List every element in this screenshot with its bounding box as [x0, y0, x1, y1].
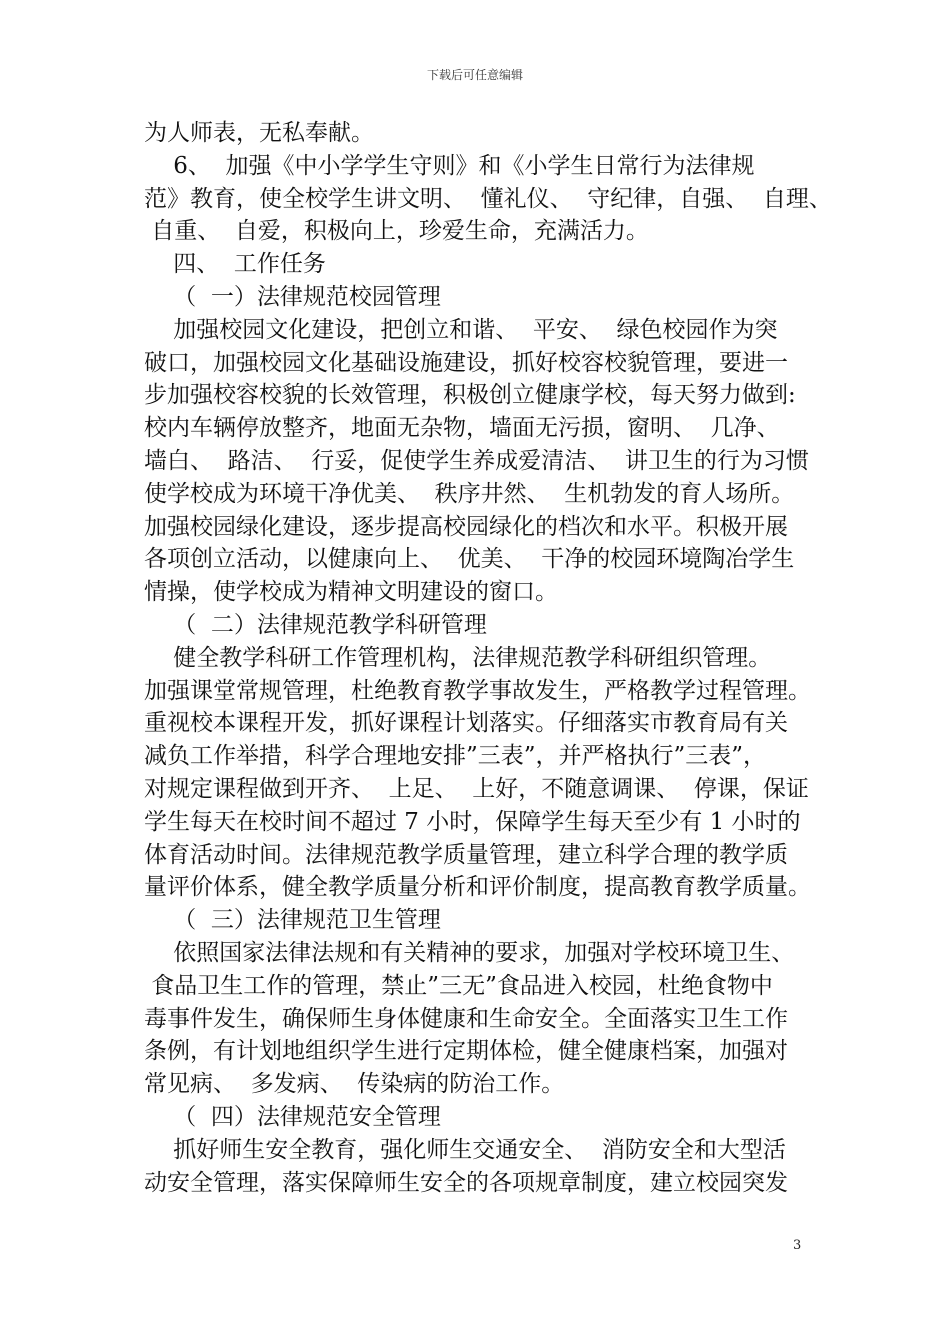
text-line: 加强课堂常规管理，杜绝教育教学事故发生，严格教学过程管理。 [144, 677, 811, 704]
text-line: 减负工作举措，科学合理地安排”三表”，并严格执行”三表”， [144, 743, 767, 770]
text-line: 健全教学科研工作管理机构，法律规范教学科研组织管理。 [144, 644, 772, 671]
text-line: 毒事件发生，确保师生身体健康和生命安全。全面落实卫生工作 [144, 1005, 788, 1032]
text-line: 6、 加强《中小学学生守则》和《小学生日常行为法律规 [144, 152, 755, 179]
text-line: 使学校成为环境干净优美、 秩序井然、 生机勃发的育人场所。 [144, 480, 795, 507]
document-body [144, 117, 832, 1199]
text-line: 破口，加强校园文化基础设施建设，抓好校容校貌管理，要进一 [144, 349, 788, 376]
page-header: 下载后可任意编辑 [426, 68, 523, 82]
text-line: （ 一）法律规范校园管理 [144, 283, 441, 310]
text-line: 为人师表，无私奉献。 [144, 120, 374, 146]
text-line: 步加强校容校貌的长效管理，积极创立健康学校，每天努力做到: [144, 382, 796, 409]
text-line: （ 三）法律规范卫生管理 [144, 907, 441, 934]
text-line: 加强校园文化建设，把创立和谐、 平安、 绿色校园作为突 [144, 316, 778, 343]
text-line: 范》教育，使全校学生讲文明、 懂礼仪、 守纪律，自强、 自理、 [144, 185, 832, 212]
text-line: 情操，使学校成为精神文明建设的窗口。 [144, 579, 558, 606]
text-line: 学生每天在校时间不超过 7 小时，保障学生每天至少有 1 小时的 [144, 808, 801, 835]
text-line: 墙白、 路洁、 行妥，促使学生养成爱清洁、 讲卫生的行为习惯 [144, 447, 809, 474]
text-line: 校内车辆停放整齐，地面无杂物，墙面无污损，窗明、 几净、 [144, 415, 780, 442]
text-line: 食品卫生工作的管理，禁止”三无”食品进入校园，杜绝食物中 [144, 972, 773, 999]
text-line: 动安全管理，落实保障师生安全的各项规章制度，建立校园突发 [144, 1169, 788, 1196]
text-line: 对规定课程做到开齐、 上足、 上好，不随意调课、 停课，保证 [144, 775, 809, 802]
text-line: （ 二）法律规范教学科研管理 [144, 611, 487, 638]
text-line: 条例，有计划地组织学生进行定期体检，健全健康档案，加强对 [144, 1038, 788, 1065]
text-line: 各项创立活动，以健康向上、 优美、 干净的校园环境陶冶学生 [144, 546, 795, 573]
text-line: 抓好师生安全教育，强化师生交通安全、 消防安全和大型活 [144, 1136, 786, 1163]
text-line: 四、 工作任务 [144, 251, 326, 278]
text-line: 自重、 自爱，积极向上，珍爱生命，充满活力。 [144, 218, 649, 245]
text-line: 体育活动时间。法律规范教学质量管理，建立科学合理的教学质 [144, 841, 788, 868]
text-line: 量评价体系，健全教学质量分析和评价制度，提高教育教学质量。 [144, 874, 811, 901]
text-line: 常见病、 多发病、 传染病的防治工作。 [144, 1071, 565, 1098]
text-line: （ 四）法律规范安全管理 [144, 1103, 441, 1130]
text-line: 依照国家法律法规和有关精神的要求，加强对学校环境卫生、 [144, 939, 795, 966]
text-line: 重视校本课程开发，抓好课程计划落实。仔细落实市教育局有关 [144, 710, 788, 737]
text-line: 加强校园绿化建设，逐步提高校园绿化的档次和水平。积极开展 [144, 513, 788, 540]
page-number: 3 [793, 1238, 802, 1253]
